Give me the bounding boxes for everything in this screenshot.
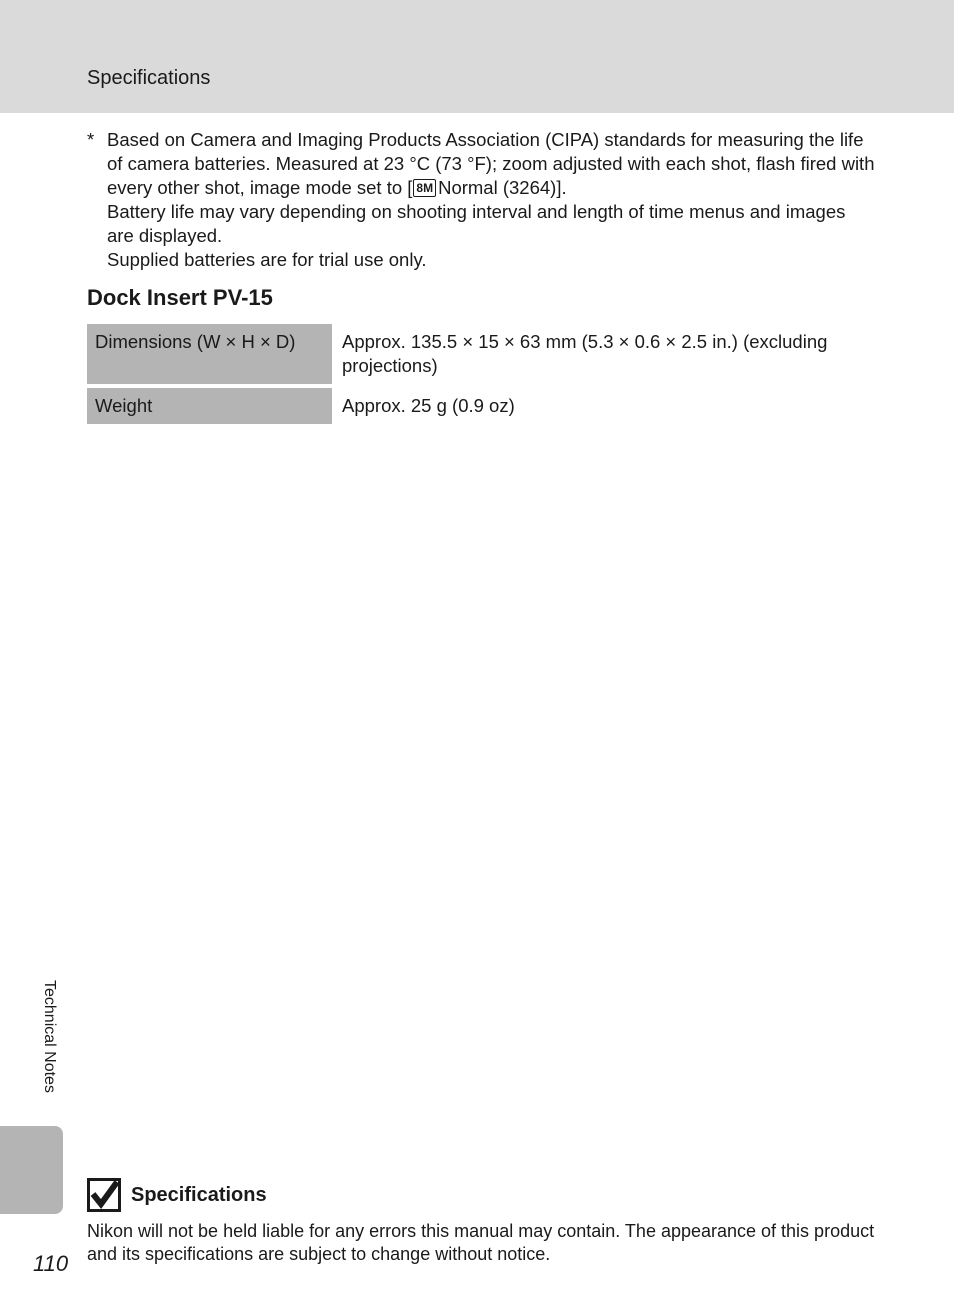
chapter-side-label	[36, 980, 58, 1112]
chapter-side-label-text: Technical Notes	[41, 980, 58, 1093]
header-band	[0, 0, 954, 113]
section-title: Dock Insert PV-15	[87, 285, 273, 310]
note-heading	[87, 1178, 267, 1212]
footnote-paragraph	[107, 128, 877, 200]
footnote-line-2: Normal (3264)].	[438, 177, 567, 198]
battery-footnote	[87, 128, 877, 272]
spec-value: Approx. 25 g (0.9 oz)	[342, 395, 515, 416]
chapter-tab	[0, 1126, 63, 1214]
image-mode-8m-icon: 8M	[413, 179, 436, 197]
check-icon	[87, 1178, 121, 1212]
footnote-line-4: Supplied batteries are for trial use only.	[107, 249, 427, 270]
spec-row-weight	[87, 388, 877, 424]
note-title: Specifications	[131, 1183, 267, 1206]
footnote-line-3: Battery life may vary depending on shooting interval and length of time menus and images are displayed.	[107, 201, 846, 246]
spec-label: Dimensions (W × H × D)	[87, 324, 332, 384]
spec-value: Approx. 135.5 × 15 × 63 mm (5.3 × 0.6 × 2.5 in.) (excluding projections)	[342, 331, 828, 376]
page-number: 110	[33, 1251, 69, 1276]
spec-table	[87, 324, 877, 424]
footnote-marker: *	[87, 129, 95, 150]
spec-row-dimensions	[87, 324, 877, 384]
spec-label: Weight	[87, 388, 332, 424]
note-body: Nikon will not be held liable for any errors this manual may contain. The appearance of this product and its specifications are subject to change without notice.	[87, 1221, 875, 1264]
page-header-title: Specifications	[87, 67, 211, 89]
footnote-line-1: Based on Camera and Imaging Products Association (CIPA) standards for measuring the life of camera batteries. Measured at 23 °C (73 °F); zoom adjusted with each shot, flash fired with every other shot, image mode set to [	[107, 129, 875, 198]
